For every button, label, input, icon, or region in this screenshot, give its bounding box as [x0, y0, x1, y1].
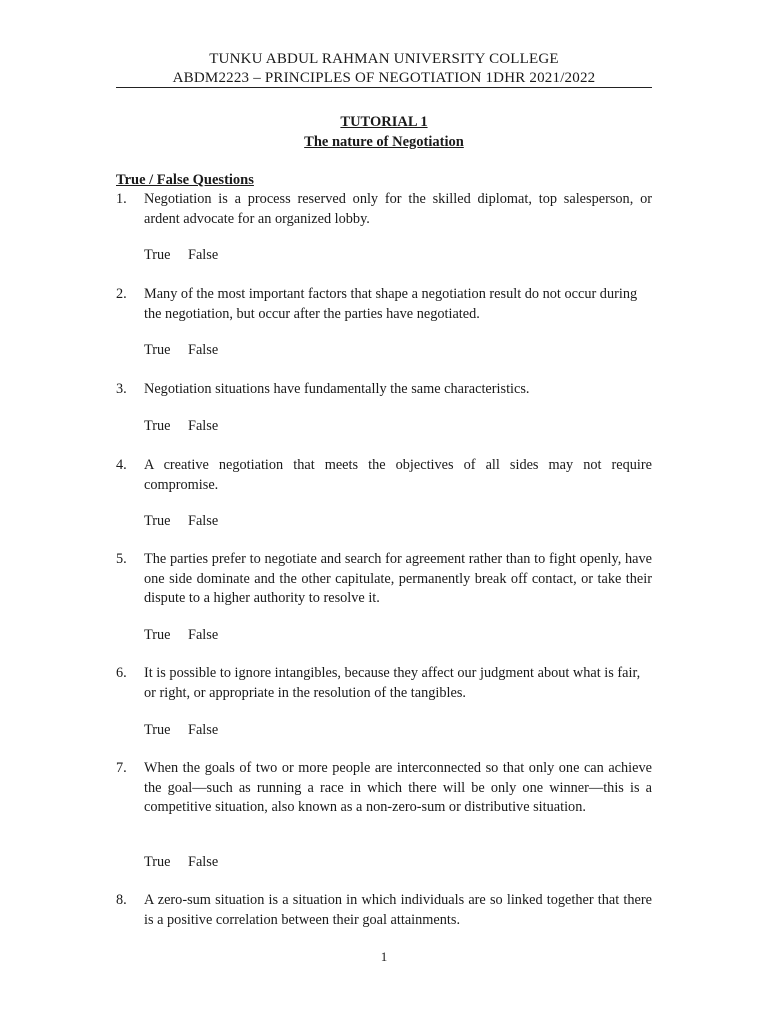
- true-false-options-2: [144, 342, 218, 359]
- question-text: Negotiation is a process reserved only for the skilled diplomat, top salesperson, or ardent advocate for an organized lobby.: [144, 191, 652, 227]
- option-true: True: [144, 513, 171, 529]
- question-number: 5.: [116, 551, 127, 567]
- course-line: ABDM2223 – PRINCIPLES OF NEGOTIATION 1DHR 2021/2022: [172, 70, 596, 86]
- option-true: True: [144, 722, 171, 738]
- option-true: True: [144, 418, 171, 434]
- tutorial-title: TUTORIAL 1: [340, 114, 428, 130]
- question-text: Negotiation situations have fundamentally the same characteristics.: [144, 381, 530, 397]
- option-false: False: [188, 627, 219, 643]
- option-false: False: [188, 247, 219, 263]
- question-text: It is possible to ignore intangibles, because they affect our judgment about what is fair, or right, or appropriate in the resolution of the tangibles.: [144, 665, 641, 701]
- true-false-options-3: [144, 418, 218, 435]
- question-5: [116, 550, 652, 609]
- question-text: The parties prefer to negotiate and search for agreement rather than to fight openly, have one side dominate and the other capitulate, permanently break off contact, or take their dispute to a higher authority to resolve it.: [144, 551, 652, 606]
- question-number: 2.: [116, 286, 127, 302]
- tutorial-subtitle: The nature of Negotiation: [304, 134, 464, 150]
- question-4: [116, 456, 652, 495]
- question-1: [116, 190, 652, 229]
- option-false: False: [188, 854, 219, 870]
- question-6: [116, 664, 652, 703]
- true-false-options-1: [144, 247, 218, 264]
- option-false: False: [188, 722, 219, 738]
- question-text: Many of the most important factors that shape a negotiation result do not occur during the negotiation, but occur after the parties have negotiated.: [144, 286, 638, 322]
- page-number: 1: [380, 949, 388, 964]
- true-false-options-7: [144, 854, 218, 871]
- question-7: [116, 759, 652, 818]
- university-name: TUNKU ABDUL RAHMAN UNIVERSITY COLLEGE: [209, 51, 559, 67]
- true-false-options-5: [144, 627, 218, 644]
- question-number: 7.: [116, 760, 127, 776]
- question-3: [116, 380, 652, 400]
- option-true: True: [144, 247, 171, 263]
- question-text: A zero-sum situation is a situation in which individuals are so linked together that there is a positive correlation between their goal attainments.: [144, 892, 652, 928]
- question-number: 3.: [116, 381, 127, 397]
- true-false-options-6: [144, 722, 218, 739]
- true-false-options-4: [144, 513, 218, 530]
- document-header: [116, 50, 652, 88]
- option-false: False: [188, 513, 219, 529]
- header-divider: [116, 87, 652, 88]
- question-number: 1.: [116, 191, 127, 207]
- option-true: True: [144, 342, 171, 358]
- option-false: False: [188, 418, 219, 434]
- question-number: 6.: [116, 665, 127, 681]
- section-heading: True / False Questions: [116, 172, 254, 188]
- option-false: False: [188, 342, 219, 358]
- question-8: [116, 891, 652, 930]
- question-text: A creative negotiation that meets the objectives of all sides may not require compromise.: [144, 457, 652, 493]
- question-2: [116, 285, 652, 324]
- option-true: True: [144, 854, 171, 870]
- question-number: 8.: [116, 892, 127, 908]
- question-number: 4.: [116, 457, 127, 473]
- option-true: True: [144, 627, 171, 643]
- question-text: When the goals of two or more people are interconnected so that only one can achieve the goal—such as running a race in which there will be only one winner—this is a competitive situation, also known as a non-zero-sum or distributive situation.: [144, 760, 652, 815]
